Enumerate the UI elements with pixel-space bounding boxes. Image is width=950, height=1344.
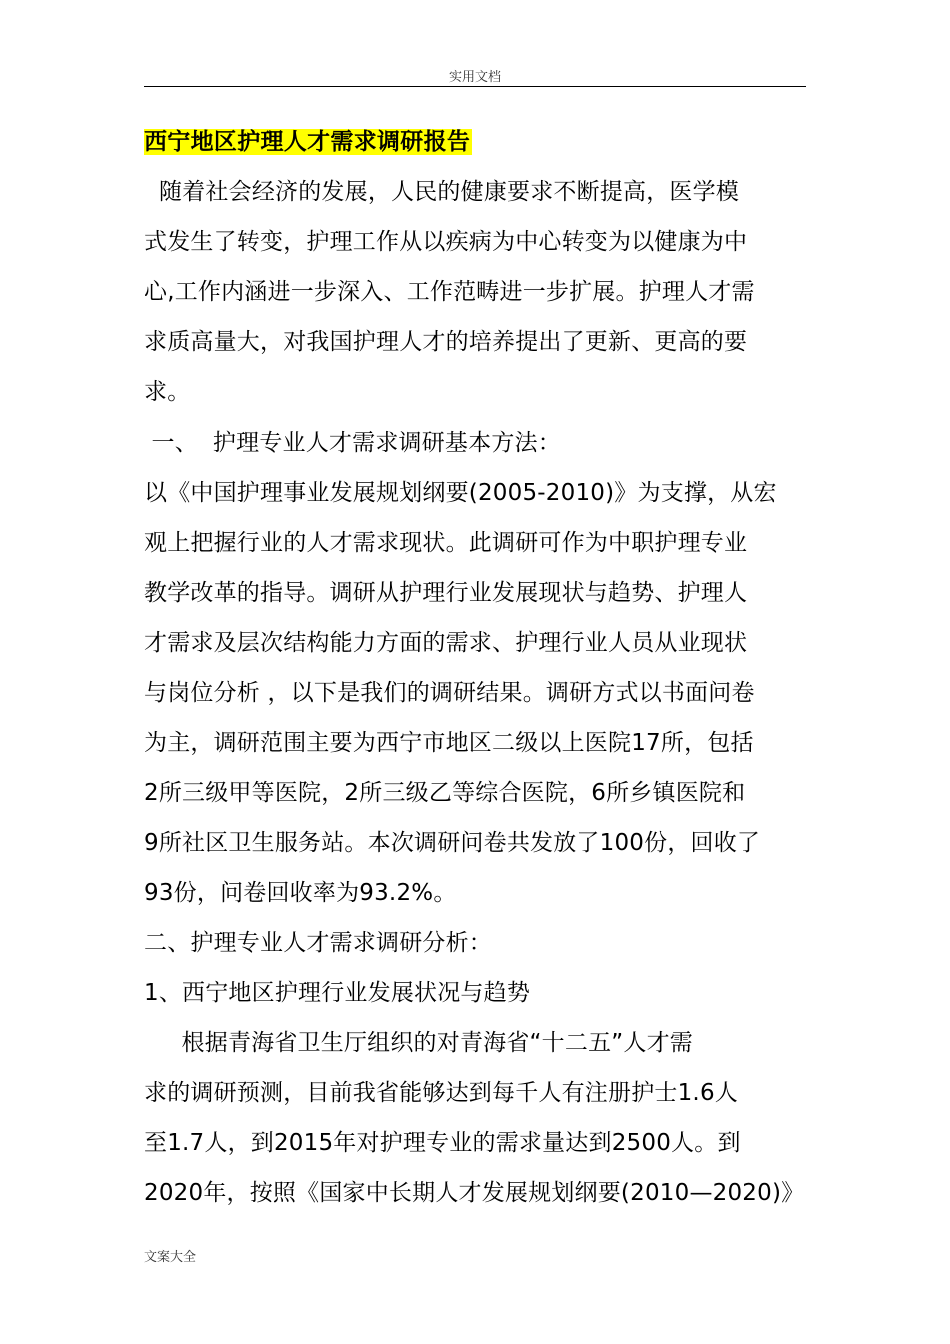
body-line: 2所三级甲等医院，2所三级乙等综合医院，6所乡镇医院和	[144, 780, 746, 806]
body-line: 教学改革的指导。调研从护理行业发展现状与趋势、护理人	[144, 580, 748, 606]
body-line: 求质高量大，对我国护理人才的培养提出了更新、更高的要	[144, 329, 748, 355]
body-line: 为主，调研范围主要为西宁市地区二级以上医院17所，包括	[144, 730, 754, 756]
section-heading: 二、护理专业人才需求调研分析：	[144, 930, 492, 956]
body-line: 心,工作内涵进一步深入、工作范畴进一步扩展。护理人才需	[144, 279, 755, 305]
body-line: 随着社会经济的发展，人民的健康要求不断提高，医学模	[144, 179, 740, 205]
body-line: 根据青海省卫生厅组织的对青海省“十二五”人才需	[144, 1030, 693, 1056]
body-line: 9所社区卫生服务站。本次调研问卷共发放了100份，回收了	[144, 830, 761, 856]
section-heading: 一、 护理专业人才需求调研基本方法：	[144, 430, 561, 456]
page-header: 实用文档	[448, 70, 501, 85]
title-highlight: 西宁地区护理人才需求调研报告	[144, 129, 471, 155]
page-footer: 文案大全	[144, 1250, 197, 1265]
body-line: 与岗位分析 ，以下是我们的调研结果。调研方式以书面问卷	[144, 680, 755, 706]
body-line: 至1.7人，到2015年对护理专业的需求量达到2500人。到	[144, 1130, 741, 1156]
body-line: 以《中国护理事业发展规划纲要(2005-2010)》为支撑，从宏	[144, 480, 777, 506]
body-line: 求的调研预测，目前我省能够达到每千人有注册护士1.6人	[144, 1080, 738, 1106]
body-line: 2020年，按照《国家中长期人才发展规划纲要(2010—2020)》	[144, 1180, 805, 1206]
subsection-heading: 1、西宁地区护理行业发展状况与趋势	[144, 980, 531, 1006]
document-title	[144, 124, 472, 160]
body-line: 93份，问卷回收率为93.2%。	[144, 880, 457, 906]
header-divider	[144, 86, 806, 87]
body-line: 求。	[144, 379, 191, 405]
body-line: 才需求及层次结构能力方面的需求、护理行业人员从业现状	[144, 630, 748, 656]
body-line: 观上把握行业的人才需求现状。此调研可作为中职护理专业	[144, 530, 748, 556]
body-line: 式发生了转变，护理工作从以疾病为中心转变为以健康为中	[144, 229, 748, 255]
